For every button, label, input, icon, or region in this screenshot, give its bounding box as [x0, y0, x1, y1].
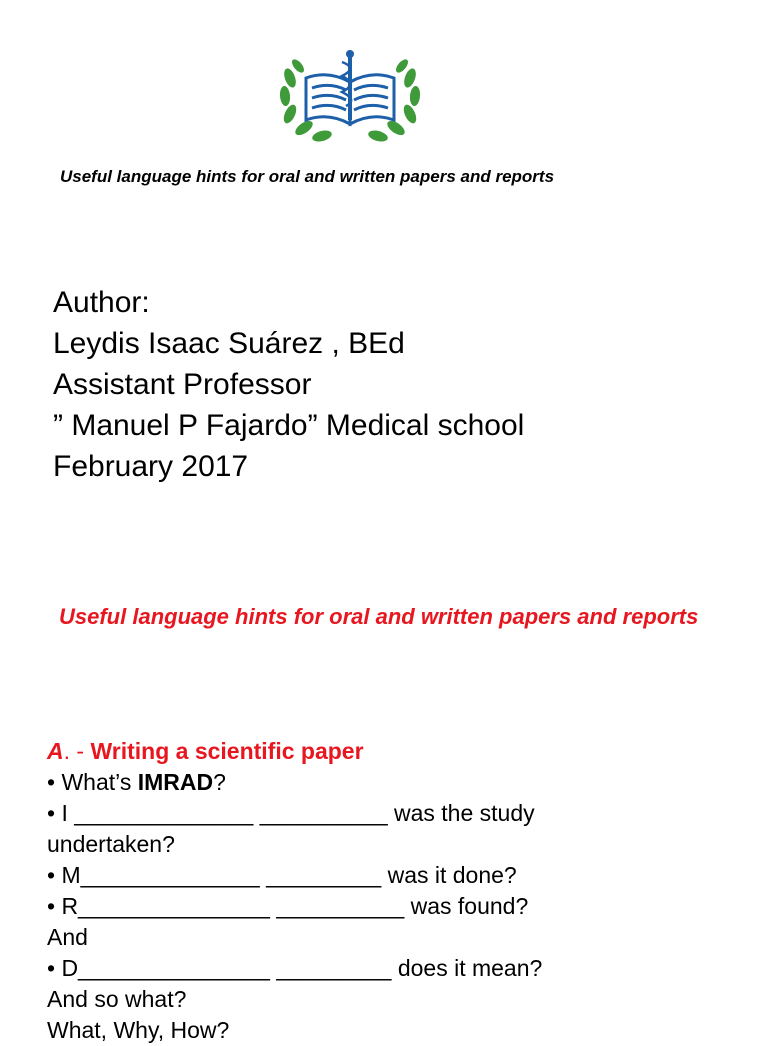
school-logo [276, 48, 424, 144]
list-item: • D_______________ _________ does it mean? [47, 955, 543, 981]
laurel-book-emblem-icon [276, 48, 424, 144]
author-block [53, 282, 524, 487]
author-position: Assistant Professor [53, 368, 312, 401]
list-item [47, 767, 747, 798]
list-item: And [47, 924, 88, 950]
section-letter: A [47, 738, 64, 764]
author-name: Leydis Isaac Suárez , BEd [53, 327, 405, 360]
document-title: Useful language hints for oral and written papers and reports [59, 604, 699, 629]
author-date: February 2017 [53, 450, 249, 483]
section-a [47, 735, 747, 1046]
list-item: What, Why, How? [47, 1017, 230, 1043]
question-prefix: • What’s [47, 769, 138, 795]
list-item: • I ______________ __________ was the study [47, 800, 535, 826]
section-heading-text: Writing a scientific paper [84, 738, 364, 764]
list-item: undertaken? [47, 831, 175, 857]
header-subtitle: Useful language hints for oral and written papers and reports [60, 167, 555, 186]
question-list [47, 767, 747, 1046]
list-item: • R_______________ __________ was found? [47, 893, 529, 919]
imrad-term: IMRAD [137, 769, 214, 795]
question-suffix: ? [213, 769, 226, 795]
author-institution: ” Manuel P Fajardo” Medical school [53, 409, 525, 442]
section-separator: . - [63, 738, 85, 764]
list-item: And so what? [47, 986, 187, 1012]
section-heading [47, 735, 747, 767]
author-label: Author: [53, 286, 150, 319]
list-item: • M______________ _________ was it done? [47, 862, 517, 888]
